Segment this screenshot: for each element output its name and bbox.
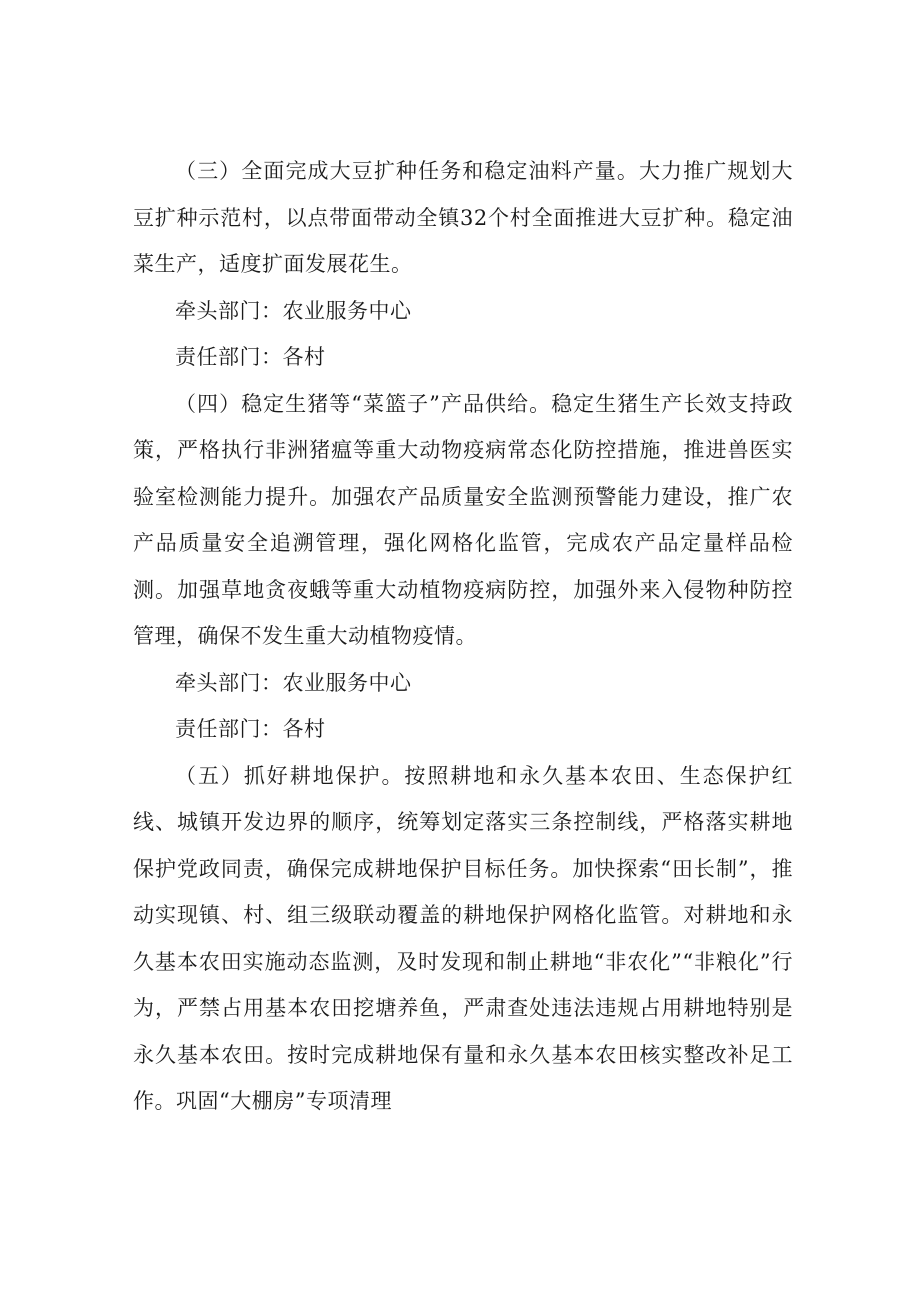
section-3-responsible-department: 责任部门：各村 xyxy=(175,345,326,369)
section-4-paragraph: （四）稳定生猪等“菜篮子”产品供给。稳定生猪生产长效支持政策，严格执行非洲猪瘟等重大动物疫病常态化防控措施，推进兽医实验室检测能力提升。加强农产品质量安全监测预警能力建设，推广农产品质量安全追溯管理，强化网格化监管，完成农产品定量样品检测。加强草地贪夜蛾等重大动植物疫病防控，加强外来入侵物种防控管理，确保不发生重大动植物疫情。 xyxy=(133,391,793,648)
section-5-paragraph: （五）抓好耕地保护。按照耕地和永久基本农田、生态保护红线、城镇开发边界的顺序，统筹划定落实三条控制线，严格落实耕地保护党政同责，确保完成耕地保护目标任务。加快探索“田长制”，推动实现镇、村、组三级联动覆盖的耕地保护网格化监管。对耕地和永久基本农田实施动态监测，及时发现和制止耕地“非农化”“非粮化”行为，严禁占用基本农田挖塘养鱼，严肃查处违法违规占用耕地特别是永久基本农田。按时完成耕地保有量和永久基本农田核实整改补足工作。巩固“大棚房”专项清理 xyxy=(133,763,793,1113)
section-3-paragraph: （三）全面完成大豆扩种任务和稳定油料产量。大力推广规划大豆扩种示范村，以点带面带动全镇32个村全面推进大豆扩种。稳定油菜生产，适度扩面发展花生。 xyxy=(133,159,793,276)
section-3-lead-department: 牵头部门：农业服务中心 xyxy=(175,298,412,323)
document-body xyxy=(133,148,793,1125)
section-4-lead-department: 牵头部门：农业服务中心 xyxy=(175,670,412,695)
section-4-responsible-department: 责任部门：各村 xyxy=(175,717,326,741)
